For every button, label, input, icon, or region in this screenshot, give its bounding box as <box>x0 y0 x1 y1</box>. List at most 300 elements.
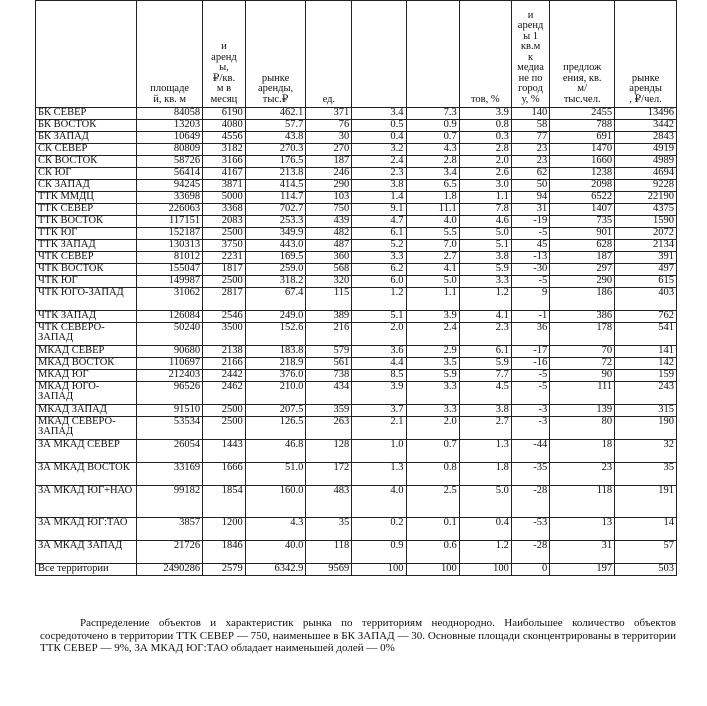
value-cell: 4919 <box>615 144 677 156</box>
value-cell: 210.0 <box>245 382 306 405</box>
value-cell: 1407 <box>550 204 615 216</box>
territory-name-cell: ЧТК ВОСТОК <box>36 264 137 276</box>
value-cell: 2546 <box>203 311 246 323</box>
value-cell: 0.1 <box>406 518 459 541</box>
value-cell: -19 <box>511 216 549 228</box>
value-cell: 4167 <box>203 168 246 180</box>
territory-name-cell: ЗА МКАД ЮГ+НАО <box>36 486 137 518</box>
table-row <box>36 216 677 228</box>
territory-name-cell: МКАД СЕВЕРО-ЗАПАД <box>36 417 137 440</box>
value-cell: 1.4 <box>352 192 406 204</box>
table-row <box>36 541 677 564</box>
value-cell: 178 <box>550 323 615 346</box>
value-cell: 1.1 <box>406 288 459 311</box>
value-cell: 100 <box>352 564 406 576</box>
value-cell: 14 <box>615 518 677 541</box>
value-cell: 3.2 <box>352 144 406 156</box>
value-cell: 2500 <box>203 417 246 440</box>
header-cell: предлож ения, кв. м/ тыс.чел. <box>550 1 615 108</box>
value-cell: 139 <box>550 405 615 417</box>
value-cell: 7.0 <box>406 240 459 252</box>
document-page <box>35 0 677 576</box>
table-row <box>36 144 677 156</box>
value-cell: 130313 <box>137 240 203 252</box>
value-cell: 249.0 <box>245 311 306 323</box>
value-cell: 3.9 <box>406 311 459 323</box>
value-cell: 212403 <box>137 370 203 382</box>
value-cell: 389 <box>306 311 352 323</box>
value-cell: 172 <box>306 463 352 486</box>
value-cell: 1854 <box>203 486 246 518</box>
value-cell: 376.0 <box>245 370 306 382</box>
value-cell: 142 <box>615 358 677 370</box>
value-cell: 7.8 <box>459 204 511 216</box>
value-cell: 443.0 <box>245 240 306 252</box>
value-cell: 2455 <box>550 108 615 120</box>
value-cell: 70 <box>550 346 615 358</box>
value-cell: 90680 <box>137 346 203 358</box>
value-cell: 0.4 <box>352 132 406 144</box>
value-cell: 439 <box>306 216 352 228</box>
value-cell: 117151 <box>137 216 203 228</box>
territory-name-cell: СК ВОСТОК <box>36 156 137 168</box>
table-row <box>36 156 677 168</box>
value-cell: 2.7 <box>406 252 459 264</box>
value-cell: 3442 <box>615 120 677 132</box>
value-cell: 1666 <box>203 463 246 486</box>
value-cell: 1660 <box>550 156 615 168</box>
value-cell: 58 <box>511 120 549 132</box>
value-cell: 1200 <box>203 518 246 541</box>
value-cell: 3.3 <box>406 405 459 417</box>
value-cell: 4.6 <box>459 216 511 228</box>
value-cell: 187 <box>306 156 352 168</box>
value-cell: 4.3 <box>245 518 306 541</box>
table-row <box>36 417 677 440</box>
value-cell: 141 <box>615 346 677 358</box>
value-cell: 2.8 <box>406 156 459 168</box>
table-row <box>36 346 677 358</box>
value-cell: 263 <box>306 417 352 440</box>
value-cell: 5.0 <box>459 486 511 518</box>
value-cell: 901 <box>550 228 615 240</box>
value-cell: -13 <box>511 252 549 264</box>
value-cell: 6.0 <box>352 276 406 288</box>
value-cell: 1443 <box>203 440 246 463</box>
value-cell: 2.7 <box>459 417 511 440</box>
value-cell: 561 <box>306 358 352 370</box>
table-row <box>36 264 677 276</box>
territory-name-cell: МКАД ЗАПАД <box>36 405 137 417</box>
territory-name-cell: ТТК ЗАПАД <box>36 240 137 252</box>
value-cell: 2.4 <box>406 323 459 346</box>
value-cell: 191 <box>615 486 677 518</box>
value-cell: 7.3 <box>406 108 459 120</box>
value-cell: 579 <box>306 346 352 358</box>
value-cell: 2500 <box>203 405 246 417</box>
value-cell: 7.7 <box>459 370 511 382</box>
value-cell: -28 <box>511 541 549 564</box>
value-cell: 0.2 <box>352 518 406 541</box>
table-row <box>36 192 677 204</box>
table-row <box>36 358 677 370</box>
table-row <box>36 132 677 144</box>
value-cell: 2.5 <box>406 486 459 518</box>
value-cell: 3166 <box>203 156 246 168</box>
value-cell: 13 <box>550 518 615 541</box>
value-cell: 10649 <box>137 132 203 144</box>
value-cell: 483 <box>306 486 352 518</box>
value-cell: 99182 <box>137 486 203 518</box>
table-row <box>36 440 677 463</box>
header-cell <box>36 1 137 108</box>
value-cell: 2166 <box>203 358 246 370</box>
territory-name-cell: ЧТК ЗАПАД <box>36 311 137 323</box>
value-cell: 0.4 <box>459 518 511 541</box>
value-cell: 190 <box>615 417 677 440</box>
value-cell: 702.7 <box>245 204 306 216</box>
value-cell: -44 <box>511 440 549 463</box>
value-cell: 56414 <box>137 168 203 180</box>
value-cell: 3.4 <box>352 108 406 120</box>
value-cell: 2083 <box>203 216 246 228</box>
value-cell: 371 <box>306 108 352 120</box>
value-cell: 9.1 <box>352 204 406 216</box>
table-row <box>36 252 677 264</box>
value-cell: 5.0 <box>459 228 511 240</box>
value-cell: 259.0 <box>245 264 306 276</box>
value-cell: 110697 <box>137 358 203 370</box>
value-cell: 615 <box>615 276 677 288</box>
territory-name-cell: ЗА МКАД ЗАПАД <box>36 541 137 564</box>
value-cell: 90 <box>550 370 615 382</box>
value-cell: 51.0 <box>245 463 306 486</box>
territory-name-cell: ЧТК СЕВЕР <box>36 252 137 264</box>
value-cell: 84058 <box>137 108 203 120</box>
value-cell: 76 <box>306 120 352 132</box>
value-cell: 1.8 <box>406 192 459 204</box>
value-cell: 155047 <box>137 264 203 276</box>
value-cell: 2134 <box>615 240 677 252</box>
value-cell: 94245 <box>137 180 203 192</box>
header-row <box>36 1 677 108</box>
value-cell: 691 <box>550 132 615 144</box>
value-cell: 4.4 <box>352 358 406 370</box>
value-cell: 43.8 <box>245 132 306 144</box>
value-cell: 186 <box>550 288 615 311</box>
value-cell: 77 <box>511 132 549 144</box>
value-cell: 72 <box>550 358 615 370</box>
value-cell: -53 <box>511 518 549 541</box>
header-cell: площаде й, кв. м <box>137 1 203 108</box>
value-cell: 5.2 <box>352 240 406 252</box>
value-cell: 4.3 <box>406 144 459 156</box>
value-cell: 5.9 <box>459 358 511 370</box>
value-cell: -3 <box>511 417 549 440</box>
value-cell: 5.1 <box>459 240 511 252</box>
value-cell: 4556 <box>203 132 246 144</box>
header-cell <box>406 1 459 108</box>
value-cell: 349.9 <box>245 228 306 240</box>
value-cell: 114.7 <box>245 192 306 204</box>
table-row <box>36 168 677 180</box>
value-cell: 1.2 <box>352 288 406 311</box>
territory-name-cell: ТТК ЮГ <box>36 228 137 240</box>
value-cell: 290 <box>550 276 615 288</box>
territory-name-cell: ЗА МКАД ВОСТОК <box>36 463 137 486</box>
value-cell: 2.0 <box>352 323 406 346</box>
value-cell: 1.2 <box>459 288 511 311</box>
value-cell: 6.5 <box>406 180 459 192</box>
territory-name-cell: БК ЗАПАД <box>36 132 137 144</box>
value-cell: 2817 <box>203 288 246 311</box>
table-row <box>36 486 677 518</box>
value-cell: 5.1 <box>352 311 406 323</box>
value-cell: 6.2 <box>352 264 406 276</box>
territory-name-cell: ТТК ВОСТОК <box>36 216 137 228</box>
value-cell: 50240 <box>137 323 203 346</box>
value-cell: 176.5 <box>245 156 306 168</box>
value-cell: 270.3 <box>245 144 306 156</box>
value-cell: 0.6 <box>406 541 459 564</box>
value-cell: 1.8 <box>459 463 511 486</box>
value-cell: 2843 <box>615 132 677 144</box>
value-cell: 6522 <box>550 192 615 204</box>
value-cell: 2138 <box>203 346 246 358</box>
value-cell: -35 <box>511 463 549 486</box>
value-cell: 80809 <box>137 144 203 156</box>
table-row <box>36 228 677 240</box>
value-cell: 1846 <box>203 541 246 564</box>
value-cell: 126.5 <box>245 417 306 440</box>
value-cell: 23 <box>511 156 549 168</box>
value-cell: 40.0 <box>245 541 306 564</box>
value-cell: 152187 <box>137 228 203 240</box>
value-cell: 2098 <box>550 180 615 192</box>
value-cell: 140 <box>511 108 549 120</box>
value-cell: 3.3 <box>406 382 459 405</box>
table-row <box>36 463 677 486</box>
value-cell: 2.0 <box>459 156 511 168</box>
table-row <box>36 240 677 252</box>
value-cell: 735 <box>550 216 615 228</box>
territory-name-cell: ЧТК СЕВЕРО-ЗАПАД <box>36 323 137 346</box>
value-cell: 3750 <box>203 240 246 252</box>
territory-name-cell: СК ЮГ <box>36 168 137 180</box>
value-cell: 5.9 <box>406 370 459 382</box>
value-cell: 3871 <box>203 180 246 192</box>
territory-name-cell: ЗА МКАД СЕВЕР <box>36 440 137 463</box>
value-cell: 6.1 <box>459 346 511 358</box>
value-cell: 2579 <box>203 564 246 576</box>
value-cell: 6190 <box>203 108 246 120</box>
value-cell: 9228 <box>615 180 677 192</box>
value-cell: 2.1 <box>352 417 406 440</box>
value-cell: 30 <box>306 132 352 144</box>
value-cell: -17 <box>511 346 549 358</box>
value-cell: 160.0 <box>245 486 306 518</box>
header-cell: и аренд ы 1 кв.м к медиа не по город у, % <box>511 1 549 108</box>
territory-name-cell: ЗА МКАД ЮГ:ТАО <box>36 518 137 541</box>
value-cell: 3.5 <box>406 358 459 370</box>
table-row <box>36 311 677 323</box>
value-cell: 2.6 <box>459 168 511 180</box>
value-cell: 115 <box>306 288 352 311</box>
value-cell: 2.3 <box>459 323 511 346</box>
value-cell: 3.4 <box>406 168 459 180</box>
value-cell: 81012 <box>137 252 203 264</box>
value-cell: -5 <box>511 228 549 240</box>
value-cell: 26054 <box>137 440 203 463</box>
value-cell: 0.7 <box>406 132 459 144</box>
value-cell: 315 <box>615 405 677 417</box>
value-cell: 253.3 <box>245 216 306 228</box>
value-cell: 187 <box>550 252 615 264</box>
value-cell: 503 <box>615 564 677 576</box>
value-cell: 0.8 <box>406 463 459 486</box>
value-cell: -5 <box>511 370 549 382</box>
value-cell: 0.7 <box>406 440 459 463</box>
value-cell: 13496 <box>615 108 677 120</box>
value-cell: 226063 <box>137 204 203 216</box>
value-cell: 8.5 <box>352 370 406 382</box>
value-cell: 21726 <box>137 541 203 564</box>
value-cell: 31062 <box>137 288 203 311</box>
value-cell: 96526 <box>137 382 203 405</box>
value-cell: 2490286 <box>137 564 203 576</box>
territory-name-cell: ЧТК ЮГ <box>36 276 137 288</box>
value-cell: 35 <box>306 518 352 541</box>
value-cell: 2.9 <box>406 346 459 358</box>
value-cell: 3368 <box>203 204 246 216</box>
value-cell: 94 <box>511 192 549 204</box>
value-cell: 788 <box>550 120 615 132</box>
header-cell: ед. <box>306 1 352 108</box>
value-cell: 4.7 <box>352 216 406 228</box>
value-cell: 11.1 <box>406 204 459 216</box>
territory-name-cell: МКАД СЕВЕР <box>36 346 137 358</box>
value-cell: 213.8 <box>245 168 306 180</box>
value-cell: 2462 <box>203 382 246 405</box>
value-cell: 5000 <box>203 192 246 204</box>
value-cell: 128 <box>306 440 352 463</box>
value-cell: 1817 <box>203 264 246 276</box>
value-cell: 497 <box>615 264 677 276</box>
table-row <box>36 276 677 288</box>
value-cell: 31 <box>550 541 615 564</box>
value-cell: 58726 <box>137 156 203 168</box>
value-cell: 35 <box>615 463 677 486</box>
value-cell: 3.7 <box>352 405 406 417</box>
value-cell: 628 <box>550 240 615 252</box>
value-cell: 270 <box>306 144 352 156</box>
value-cell: -30 <box>511 264 549 276</box>
territory-name-cell: ТТК СЕВЕР <box>36 204 137 216</box>
value-cell: 1590 <box>615 216 677 228</box>
value-cell: 2.8 <box>459 144 511 156</box>
value-cell: 4989 <box>615 156 677 168</box>
table-row <box>36 180 677 192</box>
value-cell: 50 <box>511 180 549 192</box>
value-cell: 246 <box>306 168 352 180</box>
territory-name-cell: СК СЕВЕР <box>36 144 137 156</box>
territory-name-cell: МКАД ЮГО-ЗАПАД <box>36 382 137 405</box>
value-cell: 750 <box>306 204 352 216</box>
table-row <box>36 204 677 216</box>
value-cell: 0.3 <box>459 132 511 144</box>
value-cell: -28 <box>511 486 549 518</box>
value-cell: 9 <box>511 288 549 311</box>
value-cell: 18 <box>550 440 615 463</box>
value-cell: 3.3 <box>352 252 406 264</box>
value-cell: 1.3 <box>352 463 406 486</box>
territory-name-cell: БК СЕВЕР <box>36 108 137 120</box>
value-cell: 100 <box>459 564 511 576</box>
value-cell: 57.7 <box>245 120 306 132</box>
header-cell <box>352 1 406 108</box>
value-cell: 482 <box>306 228 352 240</box>
value-cell: 9569 <box>306 564 352 576</box>
value-cell: 23 <box>550 463 615 486</box>
value-cell: 13203 <box>137 120 203 132</box>
header-cell: тов, % <box>459 1 511 108</box>
value-cell: 4.0 <box>352 486 406 518</box>
value-cell: 2231 <box>203 252 246 264</box>
value-cell: 386 <box>550 311 615 323</box>
value-cell: 738 <box>306 370 352 382</box>
value-cell: 2442 <box>203 370 246 382</box>
value-cell: 6342.9 <box>245 564 306 576</box>
value-cell: 111 <box>550 382 615 405</box>
value-cell: -16 <box>511 358 549 370</box>
value-cell: 487 <box>306 240 352 252</box>
value-cell: 33169 <box>137 463 203 486</box>
value-cell: 149987 <box>137 276 203 288</box>
value-cell: 3.8 <box>352 180 406 192</box>
value-cell: 4375 <box>615 204 677 216</box>
value-cell: -1 <box>511 311 549 323</box>
value-cell: 207.5 <box>245 405 306 417</box>
value-cell: 31 <box>511 204 549 216</box>
value-cell: 290 <box>306 180 352 192</box>
table-row <box>36 120 677 132</box>
territory-name-cell: СК ЗАПАД <box>36 180 137 192</box>
territory-name-cell: Все территории <box>36 564 137 576</box>
value-cell: 46.8 <box>245 440 306 463</box>
value-cell: 57 <box>615 541 677 564</box>
value-cell: 297 <box>550 264 615 276</box>
value-cell: 5.5 <box>406 228 459 240</box>
value-cell: -5 <box>511 382 549 405</box>
value-cell: 2500 <box>203 276 246 288</box>
table-header <box>36 1 677 108</box>
header-cell: рынке аренды, тыс.₽ <box>245 1 306 108</box>
value-cell: 3.9 <box>352 382 406 405</box>
value-cell: 318.2 <box>245 276 306 288</box>
value-cell: 3.6 <box>352 346 406 358</box>
value-cell: 3.9 <box>459 108 511 120</box>
value-cell: 0.9 <box>406 120 459 132</box>
value-cell: 391 <box>615 252 677 264</box>
value-cell: 2500 <box>203 228 246 240</box>
value-cell: 2072 <box>615 228 677 240</box>
value-cell: 80 <box>550 417 615 440</box>
value-cell: 403 <box>615 288 677 311</box>
value-cell: 1238 <box>550 168 615 180</box>
value-cell: 4.5 <box>459 382 511 405</box>
value-cell: 360 <box>306 252 352 264</box>
table-row <box>36 370 677 382</box>
